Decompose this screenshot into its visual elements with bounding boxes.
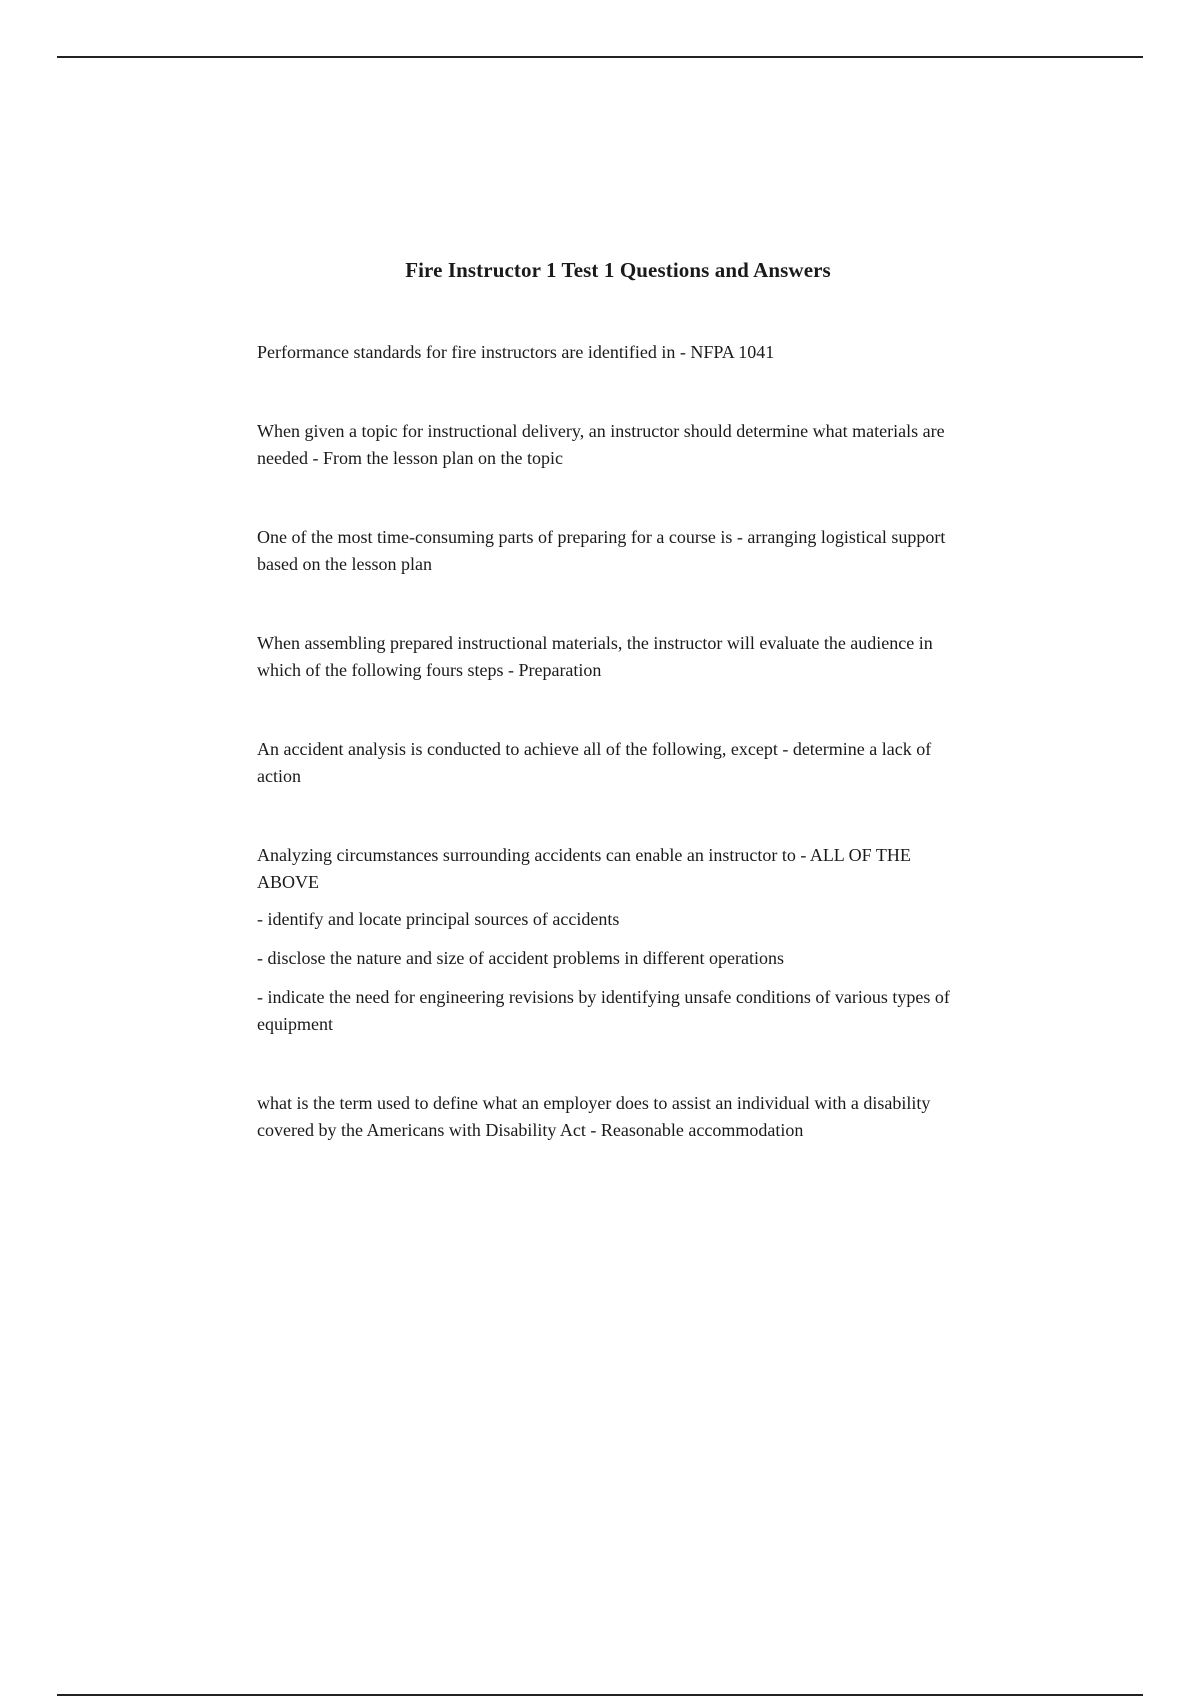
qa-sub-item: - identify and locate principal sources of accidents [257, 909, 620, 929]
qa-item [257, 1090, 972, 1144]
bottom-rule [57, 1694, 1143, 1696]
qa-item [257, 842, 972, 1038]
qa-sub-item: - indicate the need for engineering revisions by identifying unsafe conditions of various types of equipment [257, 987, 950, 1034]
qa-item [257, 736, 972, 790]
document-title: Fire Instructor 1 Test 1 Questions and Answers [405, 258, 831, 282]
qa-text: An accident analysis is conducted to achieve all of the following, except - determine a lack of action [257, 739, 932, 786]
qa-sub-list [257, 906, 972, 1038]
qa-item [257, 339, 972, 366]
qa-text: Performance standards for fire instructors are identified in - NFPA 1041 [257, 342, 775, 362]
qa-item [257, 418, 972, 472]
qa-list [257, 339, 972, 1196]
qa-sub-item: - disclose the nature and size of accident problems in different operations [257, 948, 784, 968]
qa-text: One of the most time-consuming parts of preparing for a course is - arranging logistical support based on the lesson plan [257, 527, 946, 574]
qa-text: When assembling prepared instructional materials, the instructor will evaluate the audience in which of the following fours steps - Preparation [257, 633, 933, 680]
qa-item [257, 524, 972, 578]
qa-text: Analyzing circumstances surrounding accidents can enable an instructor to - ALL OF THE ABOVE [257, 845, 911, 892]
qa-text: When given a topic for instructional delivery, an instructor should determine what materials are needed - From the lesson plan on the topic [257, 421, 945, 468]
qa-text: what is the term used to define what an employer does to assist an individual with a disability covered by the Americans with Disability Act - Reasonable accommodation [257, 1093, 931, 1140]
qa-item [257, 630, 972, 684]
top-rule [57, 56, 1143, 58]
